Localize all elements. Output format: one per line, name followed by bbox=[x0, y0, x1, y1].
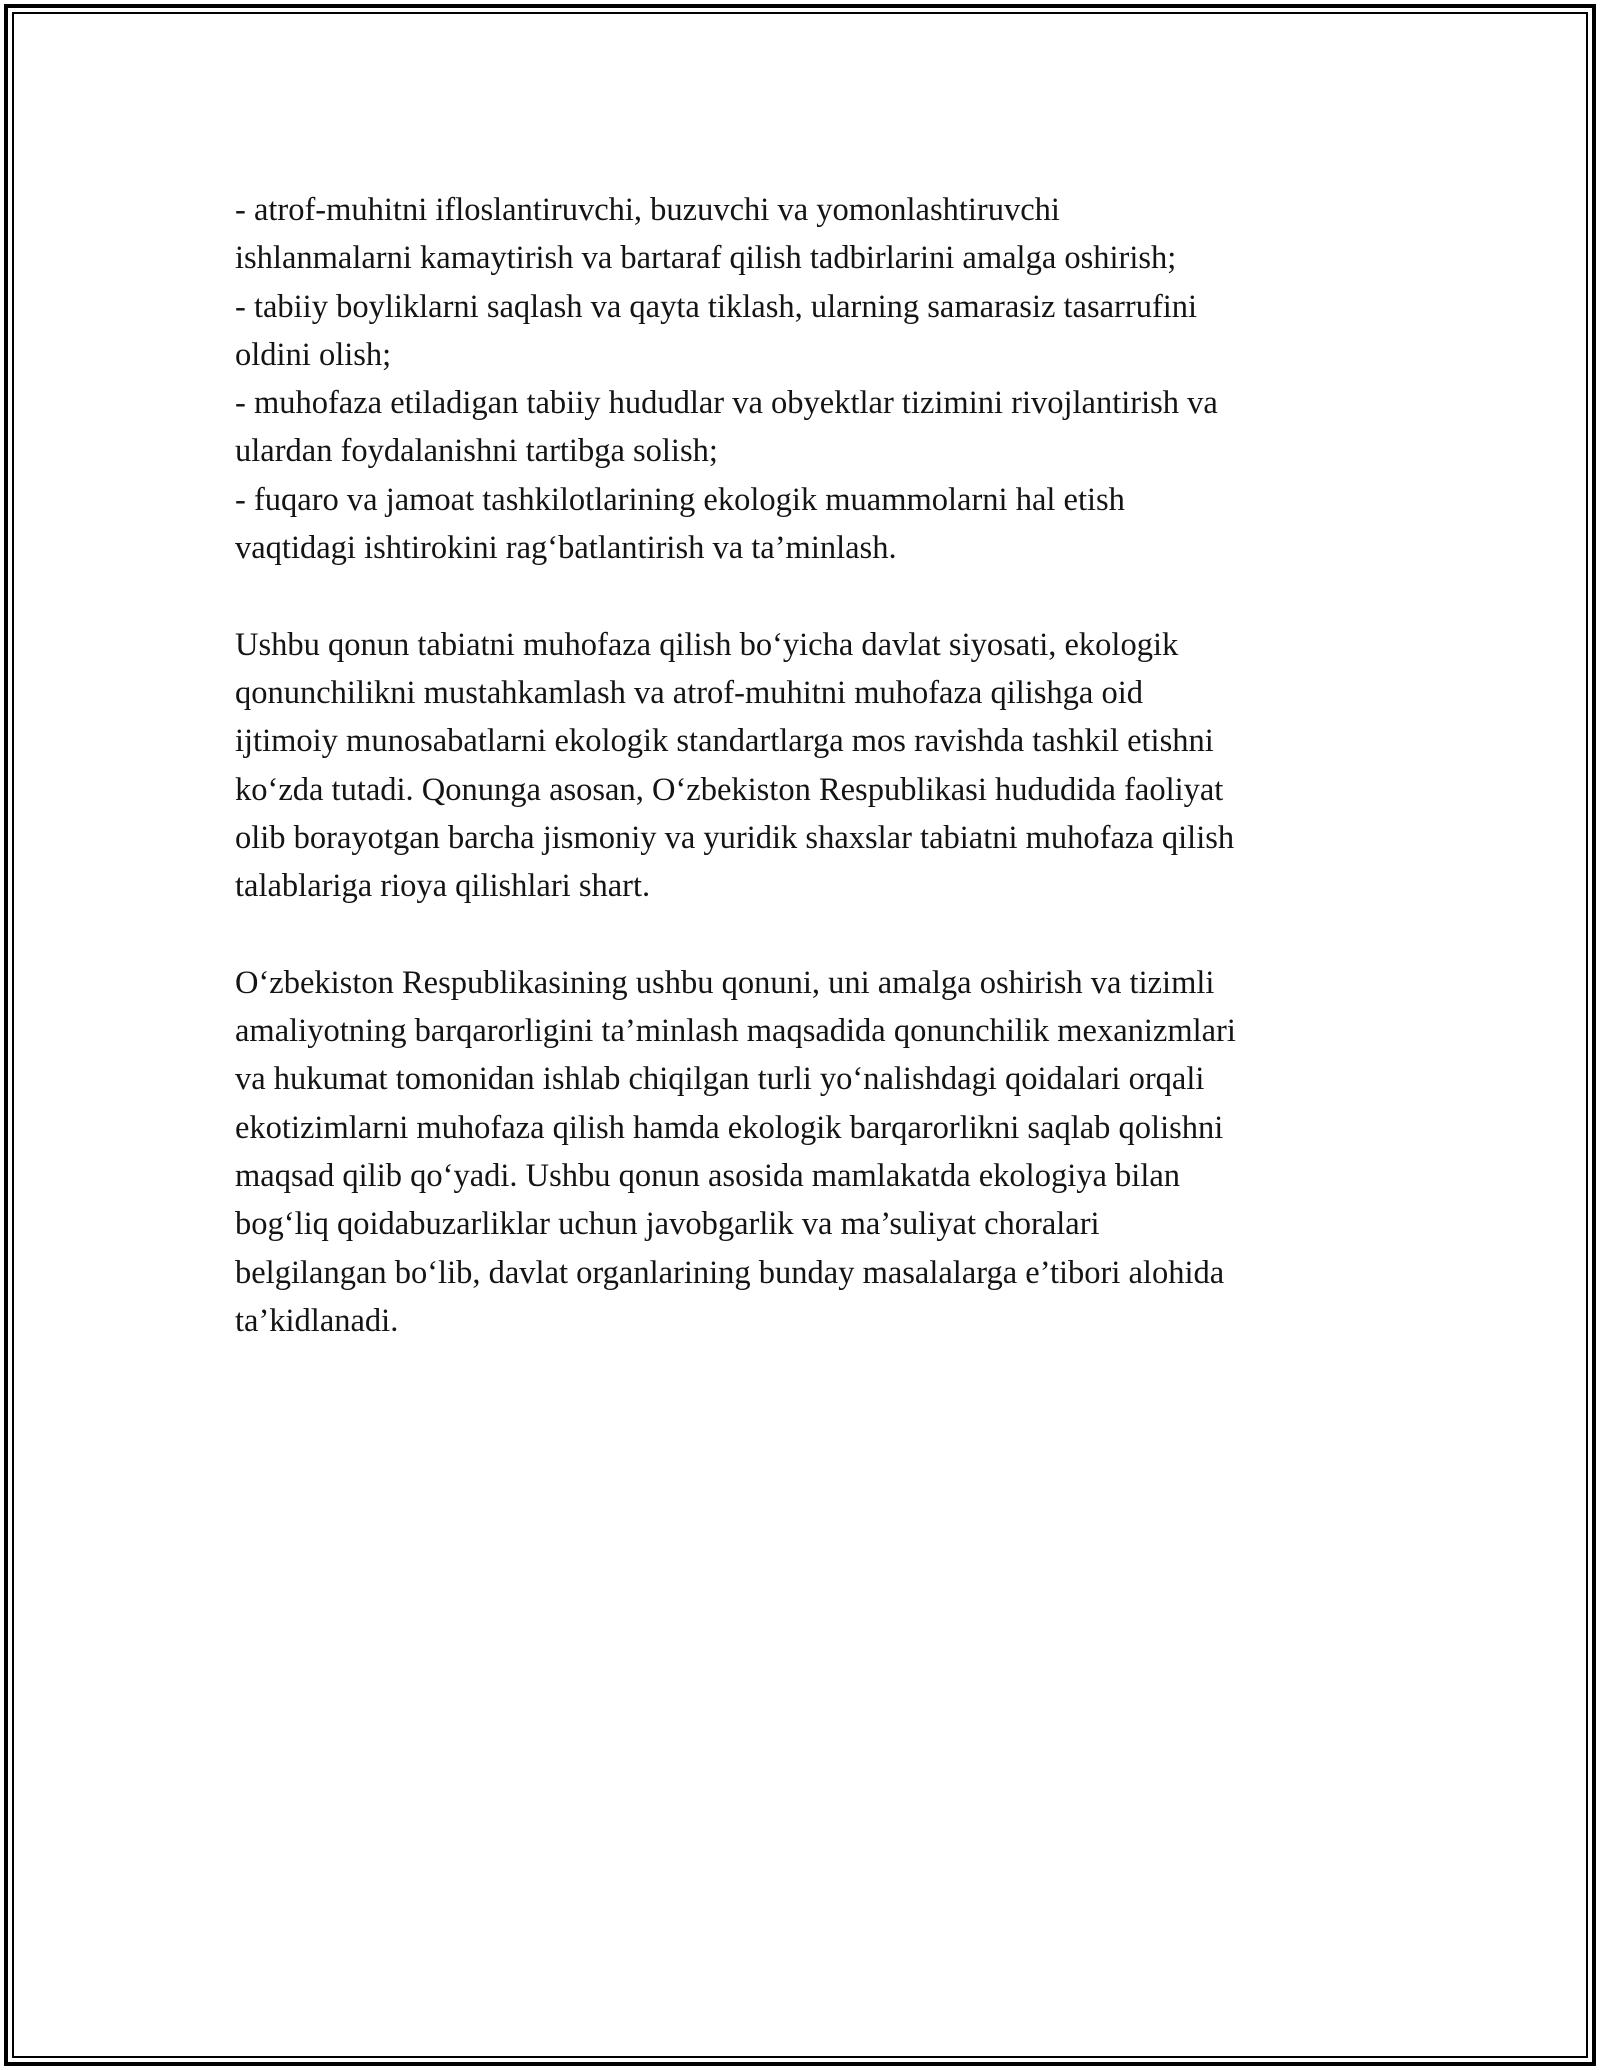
list-line: - muhofaza etiladigan tabiiy hududlar va obyektlar tizimini rivojlantirish va bbox=[235, 385, 1218, 422]
paragraph-spacer bbox=[235, 910, 1415, 958]
paragraph-1 bbox=[235, 621, 1415, 911]
paragraph-line: ta’kidlanadi. bbox=[235, 1302, 399, 1339]
paragraph-line: olib borayotgan barcha jismoniy va yuridik shaxslar tabiatni muhofaza qilish bbox=[235, 819, 1235, 856]
paragraph-line: amaliyotning barqarorligini ta’minlash maqsadida qonunchilik mexanizmlari bbox=[235, 1013, 1236, 1050]
paragraph-line: Ushbu qonun tabiatni muhofaza qilish bo‘yicha davlat siyosati, ekologik bbox=[235, 626, 1179, 663]
list-line: ulardan foydalanishni tartibga solish; bbox=[235, 433, 718, 470]
list-line: - tabiiy boyliklarni saqlash va qayta tiklash, ularning samarasiz tasarrufini bbox=[235, 288, 1198, 325]
document-body bbox=[235, 186, 1415, 1345]
paragraph-2 bbox=[235, 959, 1415, 1345]
paragraph-line: belgilangan bo‘lib, davlat organlarining bunday masalalarga e’tibori alohida bbox=[235, 1254, 1225, 1291]
paragraph-line: ijtimoiy munosabatlarni ekologik standartlarga mos ravishda tashkil etishni bbox=[235, 723, 1214, 760]
paragraph-line: ekotizimlarni muhofaza qilish hamda ekologik barqarorlikni saqlab qolishni bbox=[235, 1109, 1224, 1146]
list-line: - atrof-muhitni ifloslantiruvchi, buzuvchi va yomonlashtiruvchi bbox=[235, 192, 1060, 228]
paragraph-spacer bbox=[235, 572, 1415, 620]
list-line: vaqtidagi ishtirokini rag‘batlantirish va ta’minlash. bbox=[235, 530, 897, 567]
paragraph-line: O‘zbekiston Respublikasining ushbu qonuni, uni amalga oshirish va tizimli bbox=[235, 964, 1215, 1001]
paragraph-line: maqsad qilib qo‘yadi. Ushbu qonun asosida mamlakatda ekologiya bilan bbox=[235, 1157, 1181, 1194]
list-block bbox=[235, 186, 1415, 572]
list-line: - fuqaro va jamoat tashkilotlarining ekologik muammolarni hal etish bbox=[235, 481, 1125, 518]
paragraph-line: ko‘zda tutadi. Qonunga asosan, O‘zbekiston Respublikasi hududida faoliyat bbox=[235, 771, 1224, 808]
paragraph-line: qonunchilikni mustahkamlash va atrof-muhitni muhofaza qilishga oid bbox=[235, 674, 1144, 711]
list-line: ishlanmalarni kamaytirish va bartaraf qilish tadbirlarini amalga oshirish; bbox=[235, 240, 1177, 277]
paragraph-line: talablariga rioya qilishlari shart. bbox=[235, 868, 651, 905]
paragraph-line: bog‘liq qoidabuzarliklar uchun javobgarlik va ma’suliyat choralari bbox=[235, 1206, 1100, 1243]
list-line: oldini olish; bbox=[235, 336, 392, 373]
paragraph-line: va hukumat tomonidan ishlab chiqilgan turli yo‘nalishdagi qoidalari orqali bbox=[235, 1061, 1205, 1098]
